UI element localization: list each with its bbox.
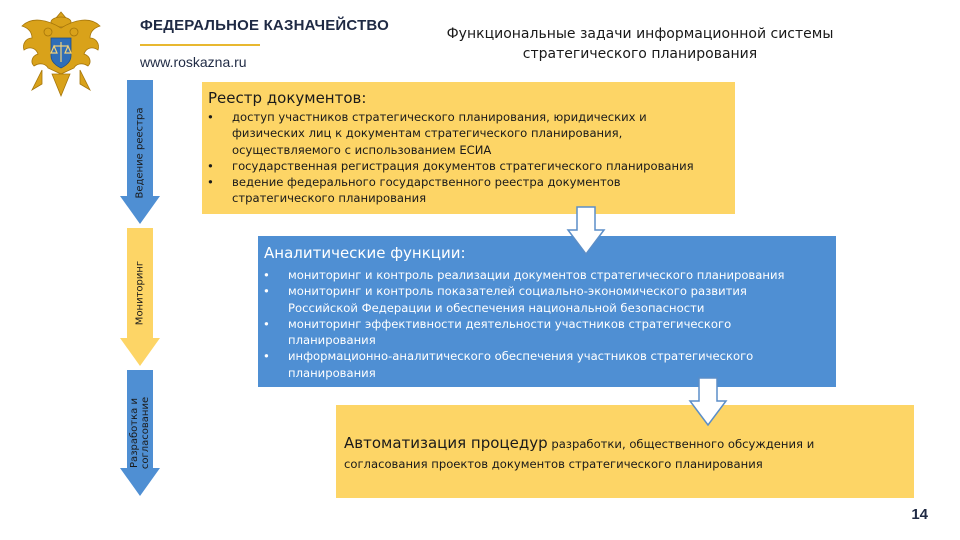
stage-label-development-line-2: согласование — [140, 396, 151, 470]
slide-title — [395, 24, 885, 64]
slide-title-line-2: стратегического планирования — [522, 46, 758, 62]
automation-box — [336, 405, 914, 498]
automation-text — [344, 433, 904, 474]
list-item — [202, 158, 735, 174]
list-item-line: осуществляемого с использованием ЕСИА — [232, 142, 492, 157]
list-item — [258, 348, 836, 381]
analytics-heading: Аналитические функции: — [264, 244, 466, 262]
analytics-list — [258, 267, 836, 381]
list-item — [258, 267, 836, 283]
stage-label-development — [127, 396, 153, 470]
slide-title-line-1: Функциональные задачи информационной системы — [446, 26, 834, 42]
org-website: www.roskazna.ru — [140, 54, 247, 70]
automation-text-line-2: согласования проектов документов стратегического планирования — [344, 457, 763, 471]
list-item-line: Российской Федерации и обеспечения национальной безопасности — [288, 300, 705, 315]
list-item-line: стратегического планирования — [232, 191, 427, 206]
registry-list — [202, 109, 735, 207]
automation-text-line-1: разработки, общественного обсуждения и — [547, 437, 815, 451]
list-item-line: информационно-аналитического обеспечения участников стратегического — [288, 349, 754, 364]
analytics-box — [258, 236, 836, 387]
automation-heading: Автоматизация процедур — [344, 434, 548, 452]
list-item-line: государственная регистрация документов стратегического планирования — [232, 158, 694, 173]
list-item-line: физических лиц к документам стратегического планирования, — [232, 126, 623, 141]
registry-box — [202, 82, 735, 214]
list-item — [258, 283, 836, 316]
stage-label-development-text — [129, 397, 151, 469]
list-item-line: ведение федерального государственного реестра документов — [232, 175, 621, 190]
list-item — [202, 109, 735, 158]
list-item-line: мониторинг и контроль показателей социально-экономического развития — [288, 284, 747, 299]
list-item — [202, 174, 735, 207]
stage-label-development-line-1: Разработка и — [129, 398, 140, 468]
page-number: 14 — [911, 506, 928, 523]
list-item-line: планирования — [288, 365, 376, 380]
registry-heading: Реестр документов: — [208, 89, 367, 107]
list-item-line: мониторинг эффективности деятельности участников стратегического — [288, 316, 732, 331]
emblem-icon — [18, 8, 104, 100]
stage-label-registry-text: Ведение реестра — [134, 107, 146, 199]
list-item-line: мониторинг и контроль реализации документов стратегического планирования — [288, 268, 785, 282]
stage-label-monitoring — [127, 260, 153, 326]
list-item — [258, 316, 836, 349]
down-arrow-icon — [688, 377, 728, 427]
down-arrow-icon — [566, 206, 606, 256]
stage-label-registry — [127, 107, 153, 199]
list-item-line: доступ участников стратегического планирования, юридических и — [232, 110, 647, 124]
list-item-line: планирования — [288, 333, 376, 348]
org-name: ФЕДЕРАЛЬНОЕ КАЗНАЧЕЙСТВО — [140, 17, 389, 34]
stage-label-monitoring-text: Мониторинг — [134, 260, 146, 326]
org-name-underline — [140, 44, 260, 46]
